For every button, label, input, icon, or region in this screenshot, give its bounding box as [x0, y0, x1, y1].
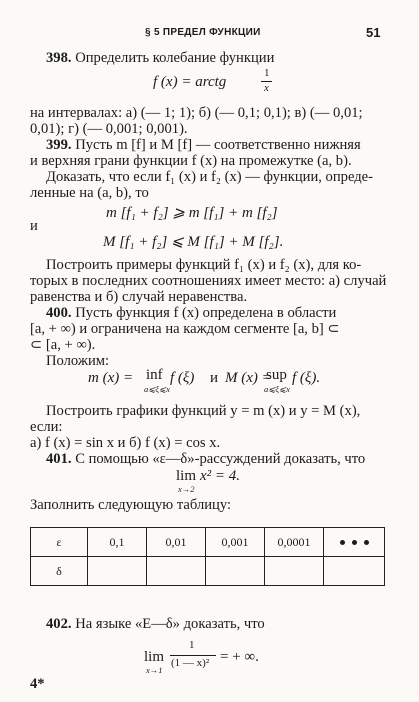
problem-number: 401.: [46, 451, 72, 467]
running-header: § 5 ПРЕДЕЛ ФУНКЦИИ: [145, 27, 261, 38]
table-cell: [88, 557, 147, 586]
inequality-inf: m [f₁ + f₂] ⩾ m [f₁] + m [f₂]: [106, 205, 278, 221]
table-cell: [206, 557, 265, 586]
problem-number: 400.: [46, 305, 72, 321]
fraction-bar: [170, 655, 216, 656]
limit-operator: lim: [144, 649, 165, 665]
table-cell: [147, 557, 206, 586]
problem-text: На языке «E—δ» доказать, что: [75, 616, 265, 632]
problem-402-line: [46, 616, 265, 632]
problem-399-line: и верхняя грани функции f (x) на промежутке (a, b).: [30, 153, 352, 169]
f-xi: f (ξ).: [292, 370, 321, 386]
problem-400-line: Положим:: [46, 353, 110, 369]
problem-399-line: Доказать, что если f₁ (x) и f₂ (x) — функции, опреде-: [46, 169, 374, 185]
problem-398-line: 0,01); г) (— 0,001; 0,001).: [30, 121, 188, 137]
problem-398-line: на интервалах: а) (— 1; 1); б) (— 0,1; 0,1); в) (— 0,01;: [30, 105, 363, 121]
inf-subscript: a⩽ξ⩽x: [144, 384, 170, 394]
problem-401-line: Заполнить следующую таблицу:: [30, 497, 232, 513]
inequality-sup: M [f₁ + f₂] ⩽ M [f₁] + M [f₂].: [103, 234, 284, 250]
problem-399-line: равенства и б) случай неравенства.: [30, 289, 248, 305]
table-row: [31, 528, 385, 557]
problem-400-line: [46, 305, 336, 321]
problem-text: Определить колебание функции: [75, 50, 275, 66]
sup-operator: sup: [266, 367, 287, 383]
problem-398-intro: [46, 50, 274, 66]
printer-signature: 4*: [30, 676, 45, 692]
page-number: 51: [366, 25, 381, 40]
problem-399-line: торых в последних соотношениях имеет место: а) случай: [30, 273, 387, 289]
problem-400-line: ⊂ [a, + ∞).: [30, 337, 96, 353]
limit-result: = + ∞.: [220, 649, 259, 665]
limit-expression: x² = 4.: [200, 468, 241, 484]
f-xi: f (ξ): [170, 370, 195, 386]
problem-401-line: [46, 451, 365, 467]
sup-subscript: a⩽ξ⩽x: [264, 384, 290, 394]
M-definition: M (x) =: [225, 370, 272, 386]
problem-400-line: если:: [30, 419, 63, 435]
problem-number: 402.: [46, 616, 72, 632]
table-cell: 0,1: [88, 528, 147, 557]
conjunction: и: [30, 218, 38, 234]
problem-400-line: Построить графики функций y = m (x) и y = M (x),: [46, 403, 361, 419]
fraction-denominator: (1 — x)²: [171, 657, 210, 669]
table-cell-ellipsis: [324, 528, 385, 557]
limit-operator: lim: [176, 468, 197, 484]
m-definition: m (x) =: [88, 370, 134, 386]
problem-399-line: ленные на (a, b), то: [30, 185, 149, 201]
problem-number: 398.: [46, 50, 72, 66]
conjunction: и: [210, 370, 219, 386]
table-cell: 0,01: [147, 528, 206, 557]
table-row: [31, 557, 385, 586]
problem-399-line: [46, 137, 361, 153]
problem-399-line: Построить примеры функций f₁ (x) и f₂ (x), для ко-: [46, 257, 362, 273]
fraction-numerator: 1: [264, 67, 270, 79]
fraction-numerator: 1: [189, 639, 195, 651]
formula-arctg: f (x) = arctg: [153, 74, 227, 90]
problem-400-line: [a, + ∞) и ограничена на каждом сегменте [a, b] ⊂: [30, 321, 340, 337]
limit-subscript: x→1: [146, 665, 163, 675]
problem-number: 399.: [46, 137, 72, 153]
problem-text: С помощью «ε—δ»-рассуждений доказать, что: [75, 451, 366, 467]
problem-text: Пусть функция f (x) определена в области: [75, 305, 337, 321]
problem-400-line: а) f (x) = sin x и б) f (x) = cos x.: [30, 435, 221, 451]
table-cell: [324, 557, 385, 586]
table-cell: δ: [31, 557, 88, 586]
epsilon-delta-table: [30, 527, 385, 586]
problem-text: Пусть m [f] и M [f] — соответственно нижняя: [75, 137, 361, 153]
fraction-denominator: x: [264, 82, 269, 94]
table-cell: 0,0001: [265, 528, 324, 557]
inf-operator: inf: [146, 367, 163, 383]
table-cell: [265, 557, 324, 586]
limit-subscript: x→2: [178, 484, 195, 494]
ellipsis-icon: [324, 540, 384, 545]
table-cell: ε: [31, 528, 88, 557]
table-cell: 0,001: [206, 528, 265, 557]
